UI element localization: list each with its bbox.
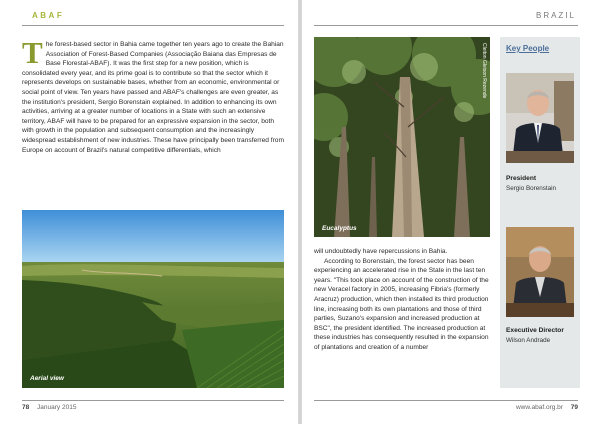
executive-director-role: Executive Director — [506, 327, 564, 334]
right-header — [314, 10, 578, 26]
left-footer — [22, 400, 284, 412]
paragraph-2: According to Borenstain, the forest sector has been experiencing an accelerated rise in the State in the last ten years. "This took place on account of the construction of the new Veracel factory in 2005, increasing Fibria's (formerly Aracruz) production, which then installed its third production line, increasing both its own plantations and those of third parties, Suzano's expansion and increased production at BSC", the president identified. The increased production at these industries has consequently resulted in the expansion of plantations and creation of a number — [314, 257, 489, 351]
president-photo — [506, 73, 574, 163]
eucalyptus-forest-image — [314, 37, 490, 237]
left-header — [22, 10, 284, 26]
president-portrait — [506, 73, 574, 163]
left-page — [0, 0, 298, 424]
page-number: 78 — [22, 404, 30, 411]
section-title: BRAZIL — [535, 11, 576, 20]
continuation-line: will undoubtedly have repercussions in Bahia. — [314, 248, 448, 255]
website-url[interactable]: www.abaf.org.br — [515, 404, 563, 411]
executive-director-name: Wilson Andrade — [506, 337, 551, 344]
key-people-title: Key People — [506, 44, 550, 53]
key-people-sidebar — [500, 37, 580, 388]
eucalyptus-photo — [314, 37, 490, 237]
page-number: 79 — [570, 404, 578, 411]
issue-date: January 2015 — [37, 404, 77, 411]
article-intro — [22, 35, 284, 155]
president-name: Sergio Borenstain — [506, 185, 557, 192]
intro-paragraph: he forest-based sector in Bahia came together ten years ago to create the Bahian Association of Forest-Based Companies (Associação Baiana das Empresas de Base Florestal-ABAF). It was the first step for a new position, which is consolidated every year, and its prime goal is to contribute so that the sector which it represents develops on sustainable bases, whether from an economic, environmental or social point of view. Ten years have passed and ABAF's challenges are even greater, as the institution's president, Sergio Borenstain explained. In addition to enhancing its own activities, arriving at a greater number of locations in a State with such an extensive territory, ABAF will have to be prepared for an expressive expansion in the sector, both with growth in the population and subsequent consumption and the increasingly widespread establishment of new industries. These have principally been transferred from Europe on account of Brazil's natural competitive differentials, which — [22, 41, 284, 154]
photo-caption: Eucalyptus — [322, 225, 357, 232]
drop-cap: T — [22, 35, 43, 70]
aerial-view-photo — [22, 210, 284, 388]
section-title: ABAF — [32, 11, 65, 20]
article-continuation — [314, 247, 490, 353]
right-page — [302, 0, 600, 424]
president-role: President — [506, 175, 537, 182]
executive-director-portrait — [506, 227, 574, 317]
right-footer — [314, 400, 578, 412]
executive-director-photo — [506, 227, 574, 317]
photo-caption: Aerial view — [30, 375, 64, 382]
photo-credit: Cleiton Gleison Rezende — [481, 43, 487, 99]
aerial-landscape-image — [22, 210, 284, 388]
